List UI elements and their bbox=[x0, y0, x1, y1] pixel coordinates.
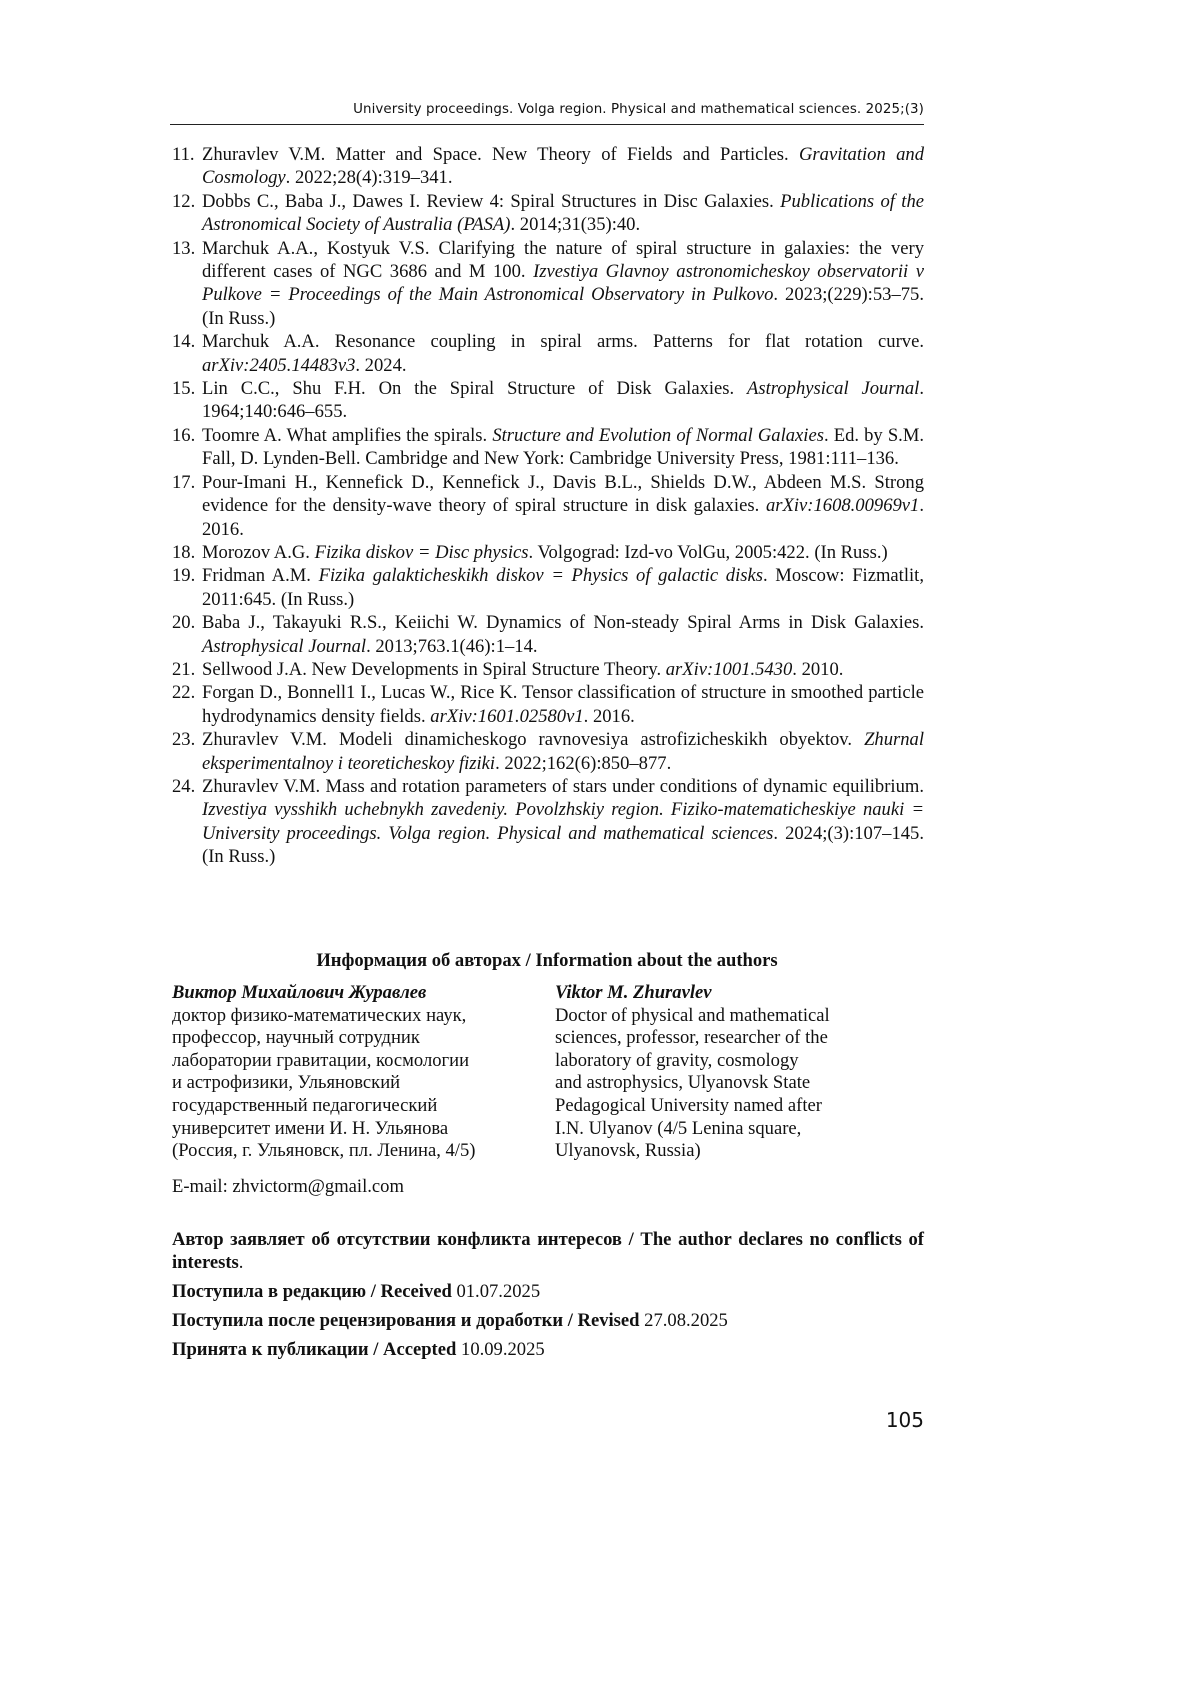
reference-item bbox=[172, 564, 924, 611]
reference-number: 15. bbox=[172, 378, 196, 400]
reference-details: . 2016. bbox=[202, 495, 924, 540]
reference-text: Marchuk A.A. Resonance coupling in spiral arms. Patterns for flat rotation curve. bbox=[202, 331, 924, 353]
reference-details: . 2013;763.1(46):1–14. bbox=[366, 635, 538, 657]
reference-source: Publications of the Astronomical Society of Australia (PASA) bbox=[202, 190, 924, 236]
reference-details: . Ed. by S.M. Fall, D. Lynden-Bell. Cambridge and New York: Cambridge University Press, 1981:111–136. bbox=[202, 424, 925, 470]
reference-text: Baba J., Takayuki R.S., Keiichi W. Dynamics of Non-steady Spiral Arms in Disk Galaxies. bbox=[202, 612, 924, 634]
accepted-date: 10.09.2025 bbox=[461, 1339, 545, 1360]
conflict-of-interest-statement bbox=[172, 1228, 924, 1274]
reference-text: Sellwood J.A. New Developments in Spiral Structure Theory. bbox=[202, 658, 666, 680]
header-rule bbox=[170, 124, 924, 125]
reference-number: 18. bbox=[172, 541, 196, 563]
reference-item bbox=[172, 237, 924, 331]
page-number: 105 bbox=[885, 1408, 924, 1432]
author-affiliation-line: профессор, научный сотрудник bbox=[172, 1027, 420, 1049]
reference-item bbox=[172, 728, 924, 775]
revised-label: Поступила после рецензирования и доработки / Revised bbox=[172, 1310, 640, 1331]
reference-text: Lin C.C., Shu F.H. On the Spiral Structure of Disk Galaxies. bbox=[202, 378, 748, 400]
author-affiliation-line: доктор физико-математических наук, bbox=[172, 1004, 467, 1026]
reference-text: Forgan D., Bonnell1 I., Lucas W., Rice K. Tensor classification of structure in smoothed particle hydrodynamics density fields. bbox=[202, 682, 924, 727]
received-date-line bbox=[172, 1280, 924, 1303]
reference-list bbox=[172, 143, 924, 869]
reference-number: 20. bbox=[172, 612, 196, 634]
reference-text: Toomre A. What amplifies the spirals. bbox=[202, 424, 493, 446]
author-affiliation-line: университет имени И. Н. Ульянова bbox=[172, 1117, 449, 1139]
reference-source: Astrophysical Journal bbox=[747, 378, 920, 400]
reference-text: Zhuravlev V.M. Mass and rotation parameters of stars under conditions of dynamic equilibrium. bbox=[202, 775, 924, 797]
author-affiliation-line: I.N. Ulyanov (4/5 Lenina square, bbox=[555, 1117, 802, 1139]
reference-details: . Moscow: Fizmatlit, 2011:645. (In Russ.) bbox=[202, 565, 924, 610]
reference-details: . 2024. bbox=[355, 354, 407, 376]
reference-item bbox=[172, 424, 924, 471]
reference-source: Astrophysical Journal bbox=[202, 635, 367, 657]
authors-info-heading: Информация об авторах / Information about the authors bbox=[316, 950, 778, 971]
author-affiliation-line: Doctor of physical and mathematical bbox=[555, 1004, 830, 1026]
reference-details: . Volgograd: Izd-vo VolGu, 2005:422. (In Russ.) bbox=[528, 541, 888, 563]
reference-number: 12. bbox=[172, 190, 196, 212]
revised-date-line bbox=[172, 1309, 924, 1332]
author-affiliation-line: и астрофизики, Ульяновский bbox=[172, 1072, 401, 1094]
author-name-ru: Виктор Михайлович Журавлев bbox=[172, 982, 427, 1003]
reference-number: 23. bbox=[172, 729, 196, 751]
reference-item bbox=[172, 775, 924, 869]
reference-text: Zhuravlev V.M. Modeli dinamicheskogo ravnovesiya astrofizicheskikh obyektov. bbox=[202, 729, 865, 751]
author-affiliation-line: and astrophysics, Ulyanovsk State bbox=[555, 1072, 811, 1094]
received-label: Поступила в редакцию / Received bbox=[172, 1281, 452, 1302]
reference-source: Zhurnal eksperimentalnoy i teoreticheskoy fiziki bbox=[202, 729, 924, 774]
reference-source: arXiv:1001.5430 bbox=[665, 658, 793, 680]
reference-number: 13. bbox=[172, 237, 196, 259]
author-info-russian bbox=[172, 982, 532, 1163]
accepted-date-line bbox=[172, 1338, 924, 1361]
accepted-label: Принята к публикации / Accepted bbox=[172, 1339, 457, 1360]
reference-details: . 2016. bbox=[583, 705, 635, 727]
conflict-statement-text: Автор заявляет об отсутствии конфликта интересов / The author declares no conflicts of interests bbox=[172, 1229, 924, 1273]
reference-item bbox=[172, 330, 924, 377]
reference-source: arXiv:2405.14483v3 bbox=[202, 354, 356, 376]
reference-number: 14. bbox=[172, 331, 196, 353]
author-affiliation-line: (Россия, г. Ульяновск, пл. Ленина, 4/5) bbox=[172, 1140, 476, 1162]
author-name-en: Viktor M. Zhuravlev bbox=[555, 982, 712, 1003]
reference-number: 22. bbox=[172, 682, 196, 704]
reference-item bbox=[172, 541, 924, 564]
reference-source: Fizika galakticheskikh diskov = Physics of galactic disks bbox=[318, 565, 763, 587]
reference-number: 19. bbox=[172, 565, 196, 587]
reference-item bbox=[172, 143, 924, 190]
reference-item bbox=[172, 611, 924, 658]
author-affiliation-line: Ulyanovsk, Russia) bbox=[555, 1140, 701, 1162]
reference-source: Izvestiya Glavnoy astronomicheskoy observatorii v Pulkove = Proceedings of the Main Astronomical Observatory in Pulkovo bbox=[202, 261, 924, 306]
reference-item bbox=[172, 658, 924, 681]
reference-number: 17. bbox=[172, 471, 196, 493]
reference-text: Dobbs C., Baba J., Dawes I. Review 4: Spiral Structures in Disc Galaxies. bbox=[202, 190, 781, 212]
reference-item bbox=[172, 377, 924, 424]
reference-number: 16. bbox=[172, 424, 196, 446]
author-affiliation-line: sciences, professor, researcher of the bbox=[555, 1027, 828, 1049]
reference-source: Gravitation and Cosmology bbox=[202, 144, 924, 189]
author-affiliation-line: laboratory of gravity, cosmology bbox=[555, 1049, 799, 1071]
reference-text: Zhuravlev V.M. Matter and Space. New Theory of Fields and Particles. bbox=[202, 144, 799, 165]
reference-details: . 2022;162(6):850–877. bbox=[495, 752, 672, 774]
reference-source: Structure and Evolution of Normal Galaxies bbox=[492, 424, 824, 446]
reference-details: . 2022;28(4):319–341. bbox=[285, 167, 453, 189]
reference-number: 24. bbox=[172, 775, 196, 797]
conflict-statement-period: . bbox=[238, 1252, 244, 1273]
reference-text: Marchuk A.A., Kostyuk V.S. Clarifying the nature of spiral structure in galaxies: the very different cases of NGC 3686 and M 100. bbox=[202, 237, 924, 283]
reference-number: 21. bbox=[172, 658, 196, 680]
reference-source: Izvestiya vysshikh uchebnykh zavedeniy. Povolzhskiy region. Fiziko-matematicheskiye nauki = University proceedings. Volga region. Physical and mathematical sciences bbox=[202, 799, 924, 844]
reference-source: arXiv:1608.00969v1 bbox=[765, 495, 920, 517]
reference-details: . 2014;31(35):40. bbox=[510, 214, 641, 236]
reference-source: arXiv:1601.02580v1 bbox=[430, 705, 584, 727]
running-header: University proceedings. Volga region. Physical and mathematical sciences. 2025;(3) bbox=[353, 102, 924, 117]
reference-source: Fizika diskov = Disc physics bbox=[314, 541, 529, 563]
reference-number: 11. bbox=[172, 144, 195, 165]
revised-date: 27.08.2025 bbox=[644, 1310, 728, 1331]
author-affiliation-line: государственный педагогический bbox=[172, 1094, 438, 1116]
reference-details: . 1964;140:646–655. bbox=[202, 378, 924, 423]
author-affiliation-line: Pedagogical University named after bbox=[555, 1094, 822, 1116]
author-email: E-mail: zhvictorm@gmail.com bbox=[172, 1176, 404, 1197]
reference-text: Fridman A.M. bbox=[202, 565, 319, 587]
reference-text: Morozov A.G. bbox=[202, 541, 315, 563]
reference-item bbox=[172, 190, 924, 237]
reference-details: . 2024;(3):107–145. (In Russ.) bbox=[202, 822, 924, 868]
author-info-english bbox=[555, 982, 915, 1163]
author-affiliation-line: лаборатории гравитации, космологии bbox=[172, 1049, 470, 1071]
reference-details: . 2010. bbox=[792, 658, 844, 680]
received-date: 01.07.2025 bbox=[456, 1281, 541, 1302]
reference-text: Pour-Imani H., Kennefick D., Kennefick J., Davis B.L., Shields D.W., Abdeen M.S. Strong evidence for the density-wave theory of spiral structure in disk galaxies. bbox=[202, 471, 924, 517]
reference-item bbox=[172, 681, 924, 728]
reference-details: . 2023;(229):53–75. (In Russ.) bbox=[202, 284, 924, 329]
reference-item bbox=[172, 471, 924, 541]
